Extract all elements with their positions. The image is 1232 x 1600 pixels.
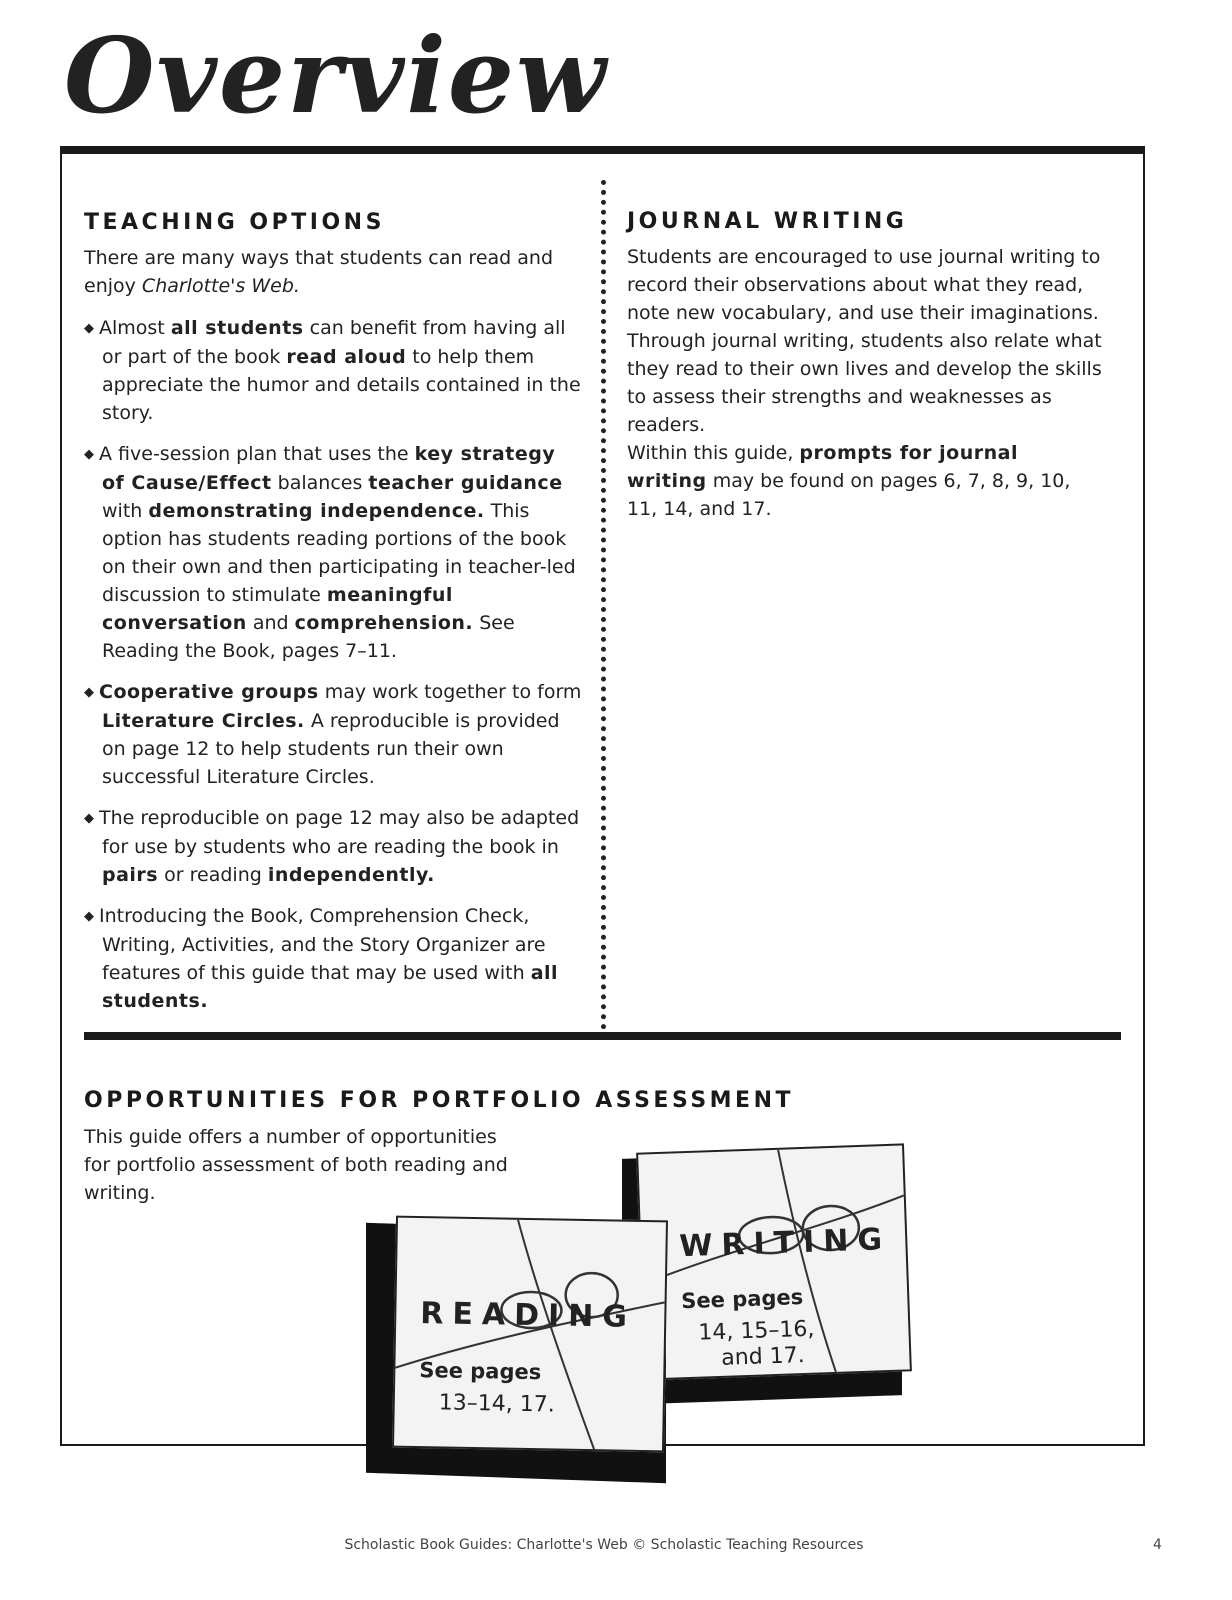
bullet-pairs-independently: ◆ The reproducible on page 12 may also be adapted for use by students who are reading the book in pairs or reading independently.: [84, 804, 584, 889]
teaching-options-heading: TEACHING OPTIONS: [84, 210, 385, 235]
reading-card-pages: 13–14, 17.: [438, 1390, 555, 1418]
portfolio-body: This guide offers a number of opportunities for portfolio assessment of both reading and writing.: [84, 1126, 508, 1204]
reading-card: [392, 1216, 668, 1453]
journal-writing-body: Students are encouraged to use journal writing to record their observations about what they read, note new vocabulary, and use their imaginations. Through journal writing, students also relate what they read to their own lives and develop the skills to assess their strengths and weaknesses as readers.: [627, 246, 1102, 436]
writing-card-see-pages: See pages: [680, 1285, 804, 1314]
reading-card-title: READING: [420, 1296, 637, 1335]
reading-card-stack: [366, 1218, 676, 1480]
footer-credit: Scholastic Book Guides: Charlotte's Web © Scholastic Teaching Resources: [344, 1537, 864, 1553]
page-number: 4: [1153, 1537, 1162, 1553]
page-title: Overview: [64, 14, 608, 137]
column-divider: [601, 180, 606, 1030]
portfolio-heading: OPPORTUNITIES FOR PORTFOLIO ASSESSMENT: [84, 1088, 795, 1113]
journal-writing-heading: JOURNAL WRITING: [627, 209, 908, 234]
bullet-read-aloud: ◆ Almost all students can benefit from having all or part of the book read aloud to help them appreciate the humor and details contained in the story.: [84, 314, 584, 427]
bullet-five-session-plan: ◆ A five-session plan that uses the key strategy of Cause/Effect balances teacher guidance with demonstrating independence. This option has students reading portions of the book on their own and then participating in teacher-led discussion to stimulate meaningful conversation and comprehension. See Reading the Book, pages 7–11.: [84, 440, 584, 665]
writing-card: [636, 1143, 912, 1380]
bullet-cooperative-groups: ◆ Cooperative groups may work together to form Literature Circles. A reproducible is provided on page 12 to help students run their own successful Literature Circles.: [84, 678, 584, 791]
bullet-all-students: ◆ Introducing the Book, Comprehension Check, Writing, Activities, and the Story Organizer are features of this guide that may be used with all students.: [84, 902, 584, 1015]
writing-card-pages: 14, 15–16, and 17.: [698, 1316, 815, 1371]
teaching-options-intro: There are many ways that students can read and enjoy Charlotte's Web.: [84, 247, 554, 297]
reading-card-see-pages: See pages: [419, 1358, 542, 1385]
writing-card-title: WRITING: [678, 1221, 892, 1265]
section-divider-bar: [84, 1032, 1121, 1040]
journal-prompts-text: Within this guide, prompts for journal writing may be found on pages 6, 7, 8, 9, 10, 11, 14, and 17.: [627, 442, 1071, 520]
